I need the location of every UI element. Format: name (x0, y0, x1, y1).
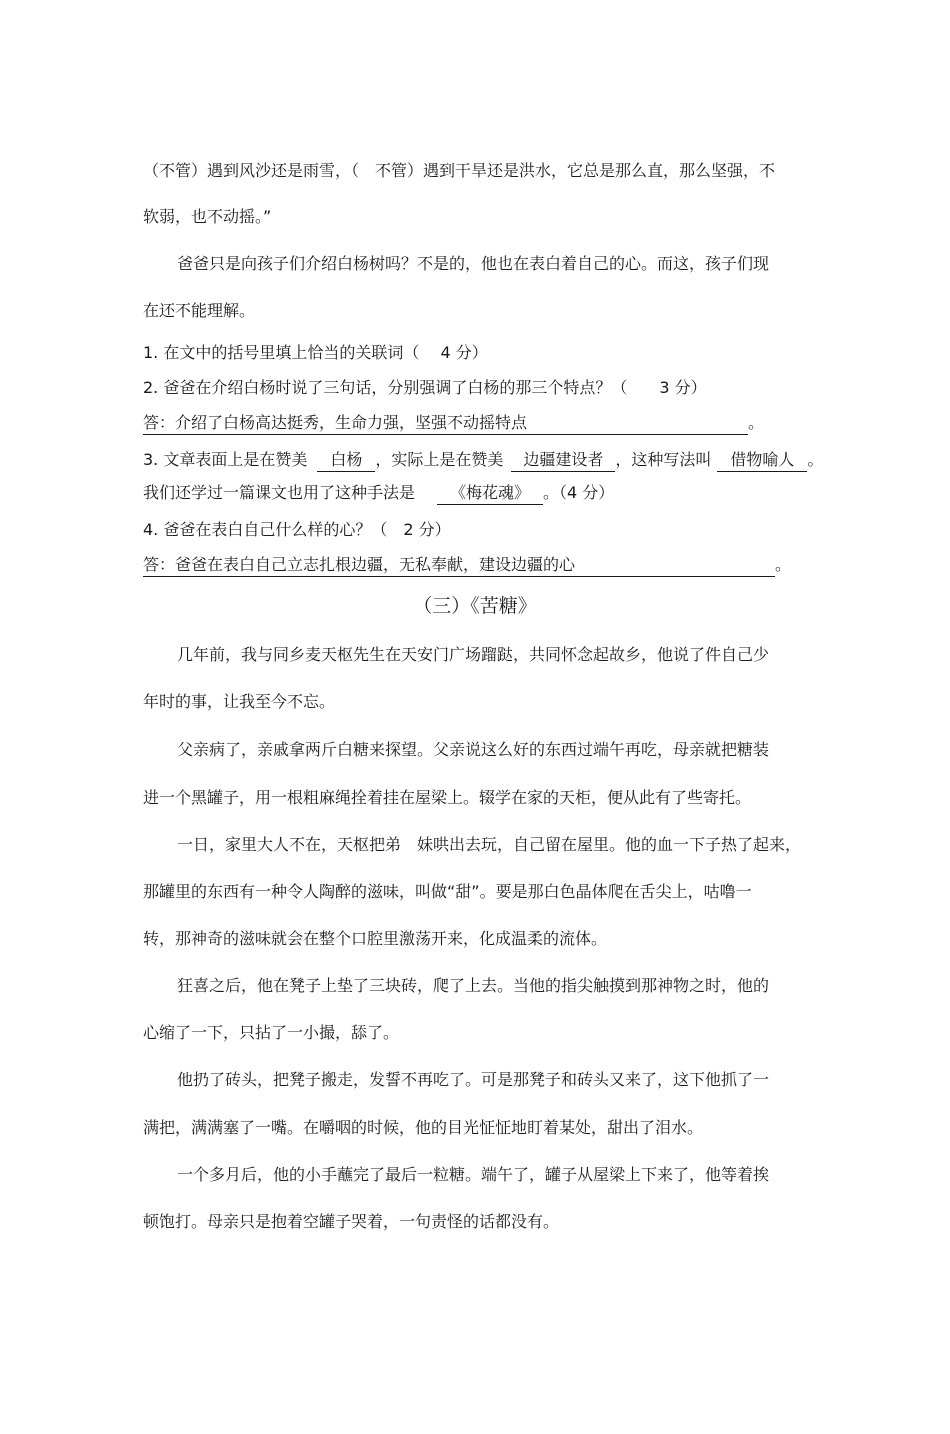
paragraph-line: 在还不能理解。 (143, 301, 256, 320)
paragraph-line: 几年前，我与同乡麦天枢先生在天安门广场蹓跶，共同怀念起故乡，他说了件自己少 (177, 645, 770, 664)
paragraph-line: 软弱，也不动摇。” (143, 207, 272, 226)
paragraph-line: 顿饱打。母亲只是抱着空罐子哭着，一句责怪的话都没有。 (143, 1212, 560, 1231)
paragraph-line: 他扔了砖头，把凳子搬走，发誓不再吃了。可是那凳子和砖头又来了，这下他抓了一 (177, 1070, 770, 1089)
question-3-prefix: 3. 文章表面上是在赞美 (143, 450, 308, 469)
answer-3-blank-2: 边疆建设者 (511, 450, 615, 472)
answer-3b-blank: 《梅花魂》 (437, 483, 543, 505)
paragraph-line: 转，那神奇的滋味就会在整个口腔里激荡开来，化成温柔的流体。 (143, 929, 608, 948)
answer-2 (143, 413, 764, 435)
paragraph-line: 一个多月后，他的小手蘸完了最后一粒糖。端午了，罐子从屋梁上下来了，他等着挨 (177, 1165, 770, 1184)
paragraph-line: 一日，家里大人不在，天枢把弟 妹哄出去玩，自己留在屋里。他的血一下子热了起来， (177, 835, 802, 854)
paragraph-line: 进一个黑罐子，用一根粗麻绳拴着挂在屋梁上。辍学在家的天柜，便从此有了些寄托。 (143, 788, 752, 807)
question-3b-end: 。（4 分） (543, 483, 615, 502)
paragraph-line: 狂喜之后，他在凳子上垫了三块砖，爬了上去。当他的指尖触摸到那神物之时，他的 (177, 976, 770, 995)
question-3-mid-1: ，实际上是在赞美 (375, 450, 504, 469)
answer-2-end: 。 (748, 413, 765, 432)
section-title: （三）《苦糖》 (413, 595, 537, 617)
paragraph-line: 年时的事，让我至今不忘。 (143, 692, 336, 711)
question-3 (143, 450, 823, 472)
answer-3-blank-1: 白杨 (317, 450, 375, 472)
paragraph-line: 那罐里的东西有一种令人陶醉的滋味，叫做“甜”。要是那白色晶体爬在舌尖上，咕噜一 (143, 882, 752, 901)
question-3-mid-2: ，这种写法叫 (615, 450, 712, 469)
paragraph-line: 心缩了一下，只拈了一小撮，舔了。 (143, 1023, 400, 1042)
answer-4-text: 答：爸爸在表白自己立志扎根边疆，无私奉献，建设边疆的心 (143, 555, 775, 577)
paragraph-line: （不管）遇到风沙还是雨雪，（ 不管）遇到干旱还是洪水，它总是那么直，那么坚强，不 (143, 161, 776, 180)
answer-4 (143, 555, 791, 577)
question-3b (143, 483, 614, 505)
question-3-end: 。 (807, 450, 824, 469)
question-1: 1. 在文中的括号里填上恰当的关联词（ 4 分） (143, 343, 488, 362)
answer-3-blank-3: 借物喻人 (717, 450, 807, 472)
question-3b-prefix: 我们还学过一篇课文也用了这种手法是 (143, 483, 416, 502)
answer-4-end: 。 (775, 555, 792, 574)
question-2: 2. 爸爸在介绍白杨时说了三句话，分别强调了白杨的那三个特点？（ 3 分） (143, 378, 707, 397)
question-4: 4. 爸爸在表白自己什么样的心？（ 2 分） (143, 520, 451, 539)
paragraph-line: 父亲病了，亲戚拿两斤白糖来探望。父亲说这么好的东西过端午再吃，母亲就把糖装 (177, 740, 770, 759)
paragraph-line: 爸爸只是向孩子们介绍白杨树吗？不是的，他也在表白着自己的心。而这，孩子们现 (177, 254, 770, 273)
paragraph-line: 满把，满满塞了一嘴。在嚼咽的时候，他的目光怔怔地盯着某处，甜出了泪水。 (143, 1118, 704, 1137)
answer-2-text: 答：介绍了白杨高达挺秀，生命力强，坚强不动摇特点 (143, 413, 748, 435)
